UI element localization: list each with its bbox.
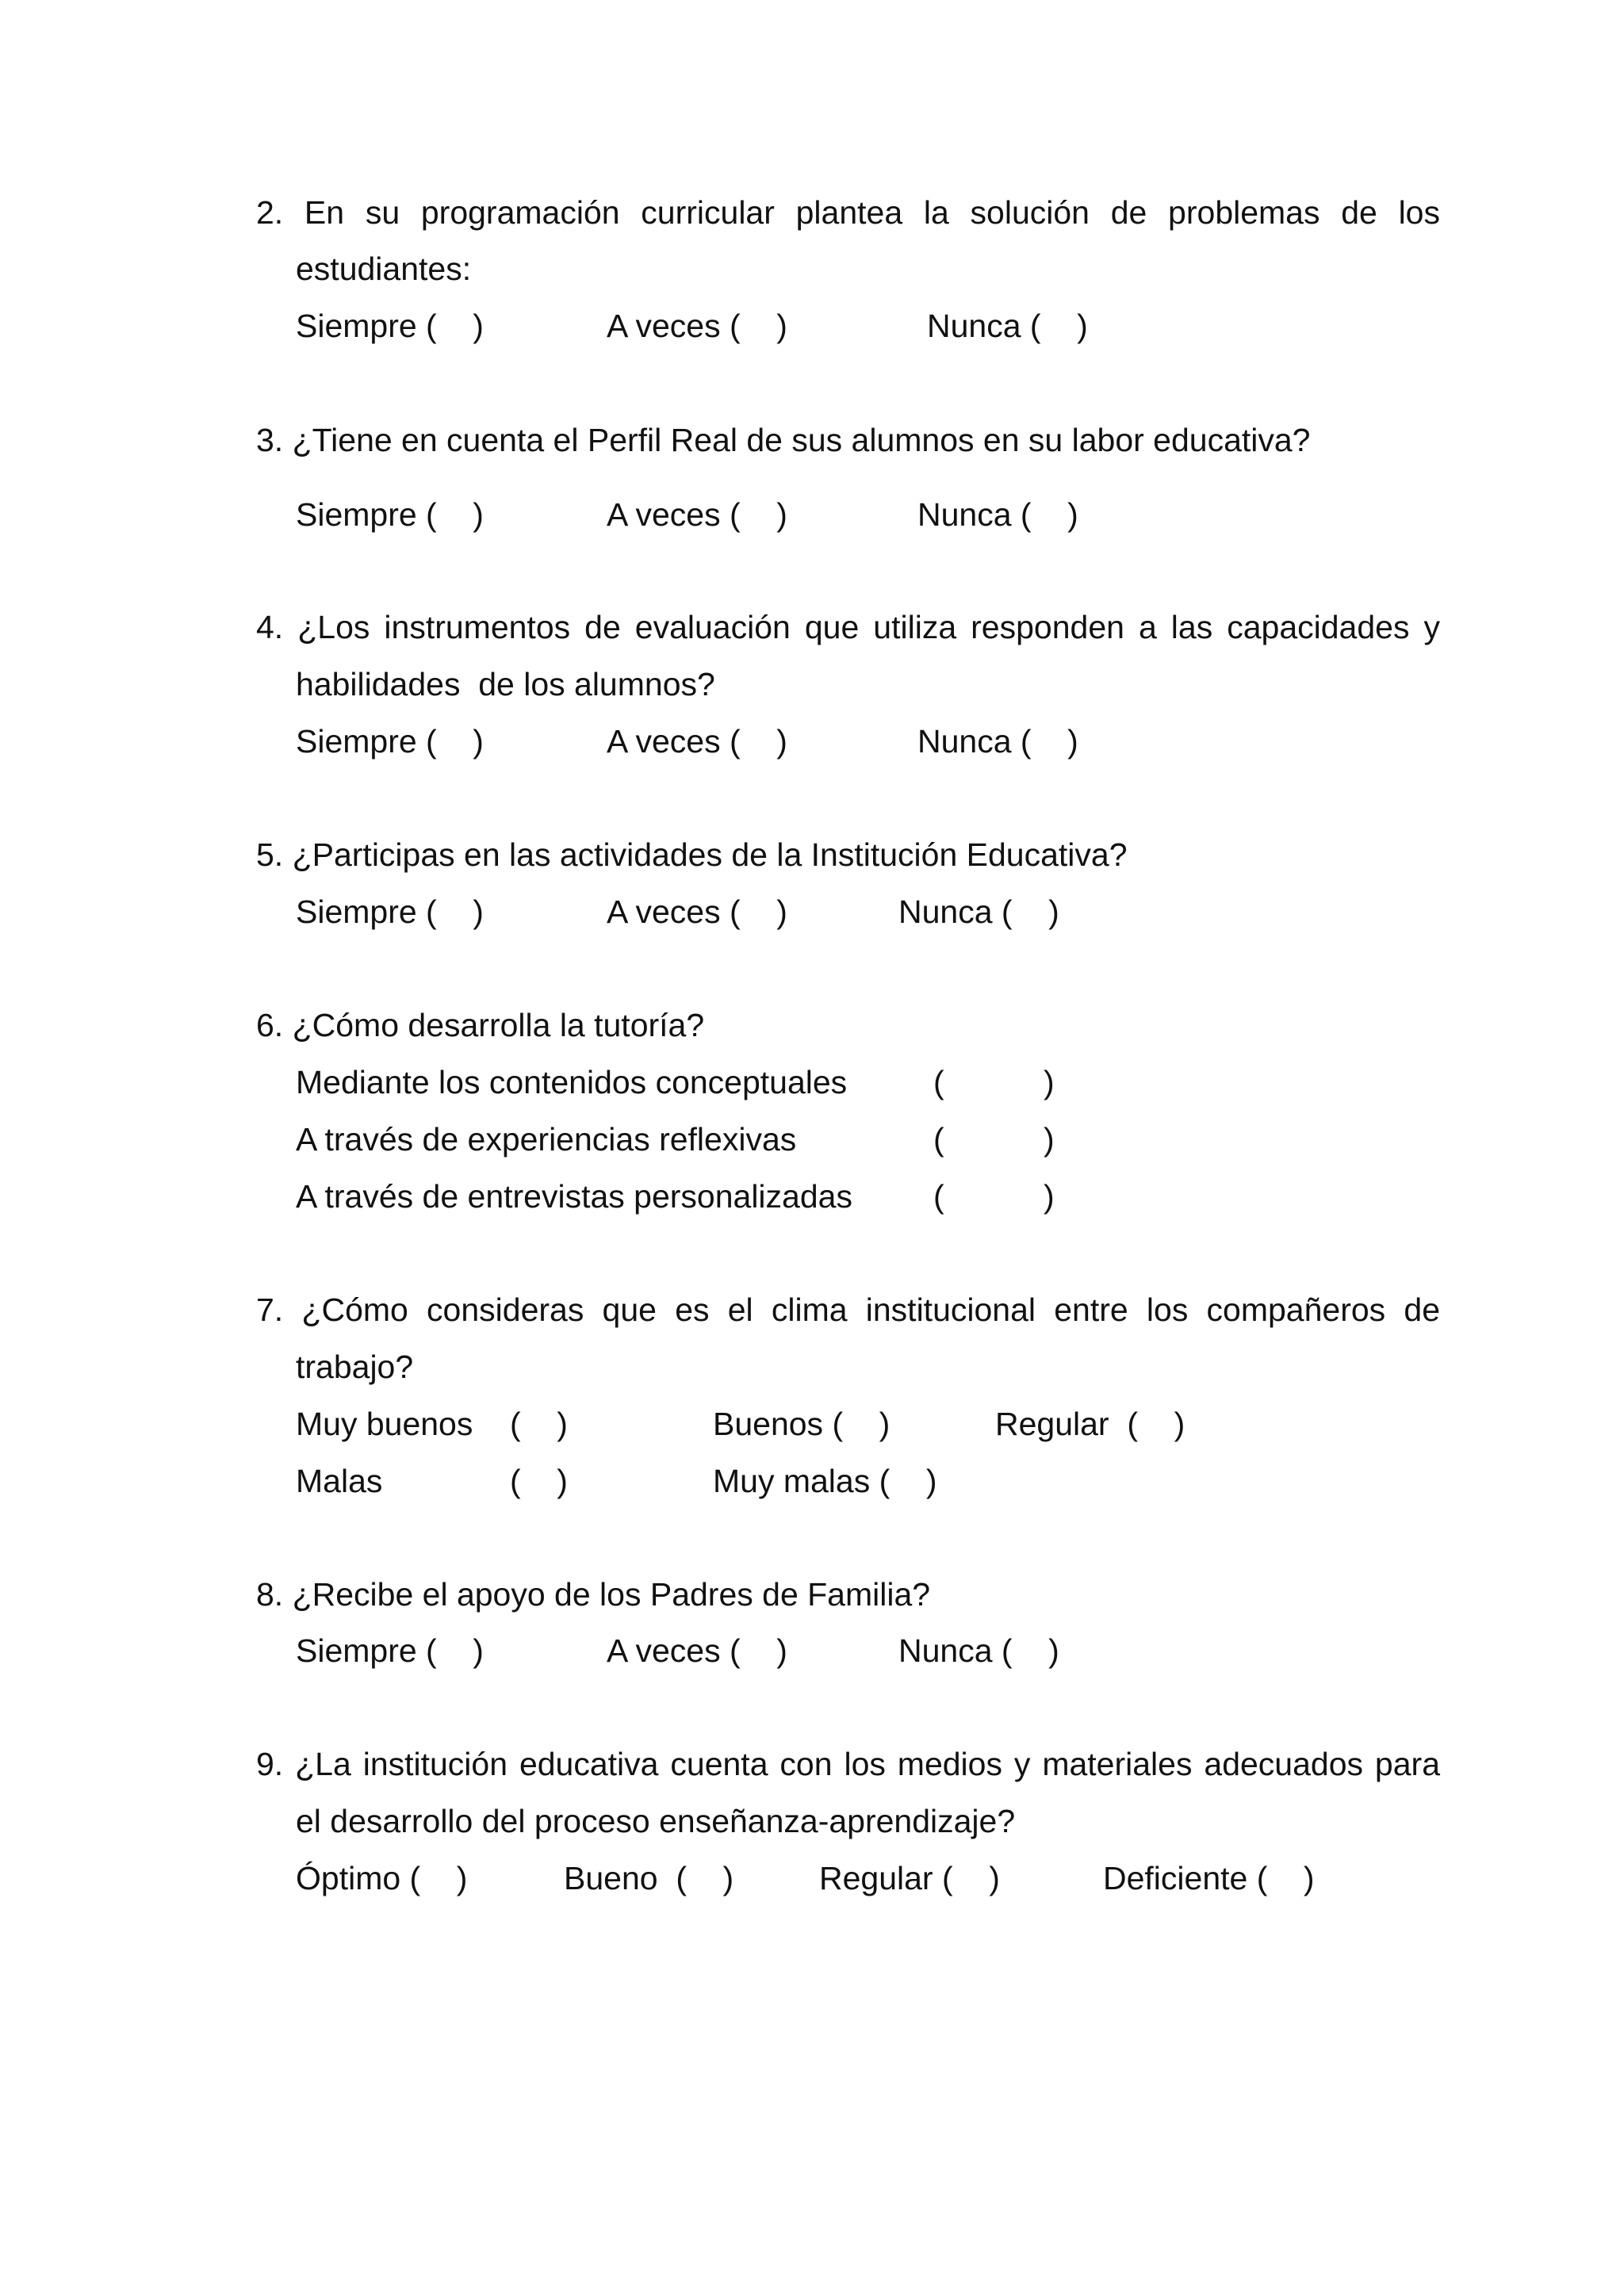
q6-paren-2: ( ) [933, 1121, 1055, 1158]
q2-option-nunca: Nunca ( ) [927, 308, 1088, 344]
q4-option-nunca: Nunca ( ) [917, 723, 1078, 760]
q9-option-regular: Regular ( ) [819, 1860, 1000, 1896]
q5-question-line1: 5. ¿Participas en las actividades de la Institución Educativa? [256, 836, 1128, 873]
q9-question-line1: 9. ¿La institución educativa cuenta con los medios y materiales adecuados para [256, 1746, 1440, 1782]
q4-option-siempre: Siempre ( ) [296, 723, 484, 760]
q6-paren-3: ( ) [933, 1178, 1055, 1215]
q7-option-malas: Malas [296, 1463, 383, 1499]
q7-option-buenos: Buenos ( ) [713, 1406, 891, 1442]
q2-option-siempre: Siempre ( ) [296, 308, 484, 344]
q5-option-siempre: Siempre ( ) [296, 894, 484, 930]
q9-question-line2: el desarrollo del proceso enseñanza-aprendizaje? [296, 1803, 1016, 1839]
q6-paren-1: ( ) [933, 1064, 1055, 1100]
q4-question-line2: habilidades de los alumnos? [296, 666, 715, 702]
q6-question-line1: 6. ¿Cómo desarrolla la tutoría? [256, 1007, 705, 1043]
q7-option-regular: Regular ( ) [995, 1406, 1185, 1442]
q3-option-a-veces: A veces ( ) [607, 496, 787, 533]
q2-question-line1: 2. En su programación curricular plantea la solución de problemas de los [256, 194, 1440, 231]
q8-option-a-veces: A veces ( ) [607, 1632, 787, 1669]
q7-question-line2: trabajo? [296, 1349, 414, 1385]
q4-question-line1: 4. ¿Los instrumentos de evaluación que utiliza responden a las capacidades y [256, 609, 1440, 645]
q6-option-reflexivas: A través de experiencias reflexivas [296, 1121, 797, 1158]
q7-paren-muy-buenos: ( ) [510, 1406, 568, 1442]
q7-paren-malas: ( ) [510, 1463, 568, 1499]
q9-option-deficiente: Deficiente ( ) [1103, 1860, 1315, 1896]
q2-question-line2: estudiantes: [296, 251, 472, 287]
q4-option-a-veces: A veces ( ) [607, 723, 787, 760]
q3-question-line1: 3. ¿Tiene en cuenta el Perfil Real de sus alumnos en su labor educativa? [256, 422, 1311, 458]
q9-option-optimo: Óptimo ( ) [296, 1860, 468, 1896]
q8-question-line1: 8. ¿Recibe el apoyo de los Padres de Familia? [256, 1576, 931, 1613]
q6-option-conceptuales: Mediante los contenidos conceptuales [296, 1064, 848, 1100]
q7-question-line1: 7. ¿Cómo consideras que es el clima institucional entre los compañeros de [256, 1292, 1440, 1328]
q5-option-nunca: Nunca ( ) [898, 894, 1059, 930]
q8-option-nunca: Nunca ( ) [898, 1632, 1059, 1669]
q7-option-muy-malas: Muy malas ( ) [713, 1463, 937, 1499]
q6-option-entrevistas: A través de entrevistas personalizadas [296, 1178, 852, 1215]
q7-option-muy-buenos: Muy buenos [296, 1406, 473, 1442]
q3-option-siempre: Siempre ( ) [296, 496, 484, 533]
q9-option-bueno: Bueno ( ) [564, 1860, 734, 1896]
q2-option-a-veces: A veces ( ) [607, 308, 787, 344]
q3-option-nunca: Nunca ( ) [917, 496, 1078, 533]
q8-option-siempre: Siempre ( ) [296, 1632, 484, 1669]
q5-option-a-veces: A veces ( ) [607, 894, 787, 930]
